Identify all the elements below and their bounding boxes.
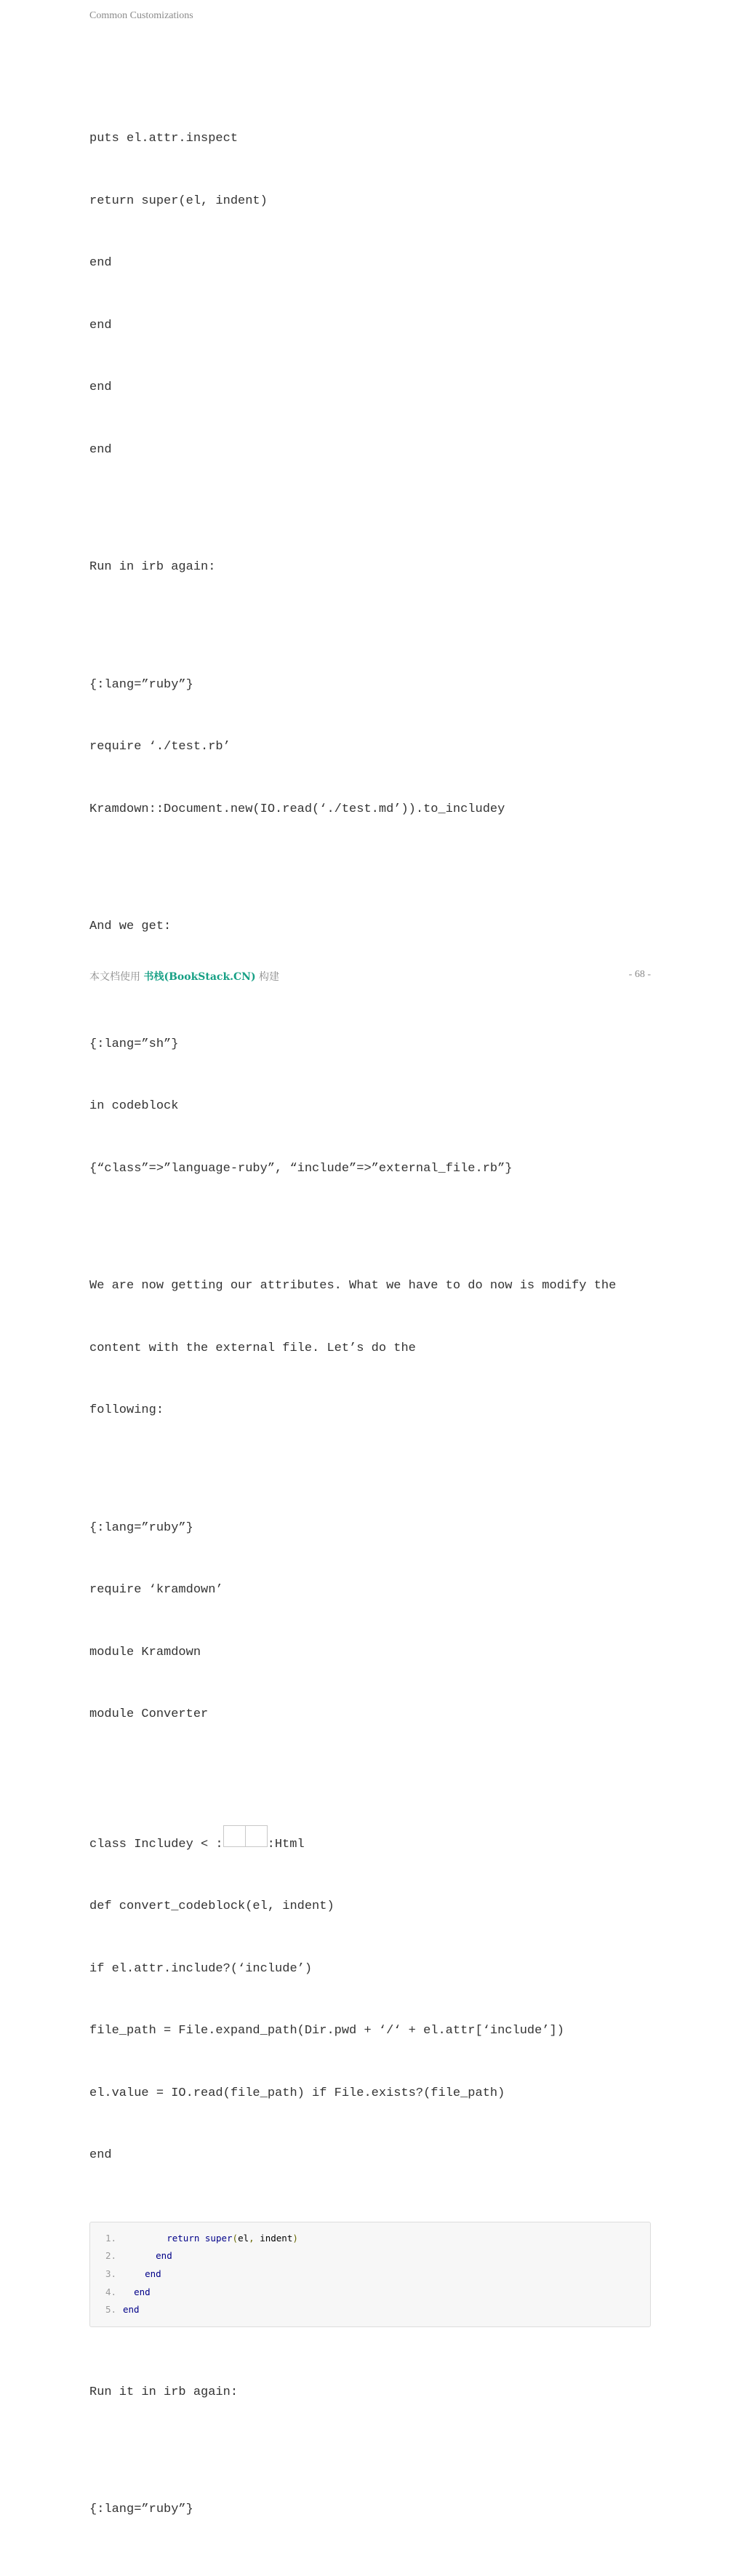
code-keyword: end	[156, 2250, 172, 2262]
line-number: 4.	[105, 2286, 116, 2297]
code-line	[90, 2247, 650, 2265]
code-keyword: end	[123, 2304, 140, 2316]
text-line: end	[89, 318, 112, 332]
text-line: {:lang=”ruby”}	[89, 677, 193, 692]
text-line: end	[89, 442, 112, 457]
document-content	[89, 87, 651, 2576]
class-suffix: :Html	[267, 1837, 305, 1851]
footer-credit	[89, 969, 279, 984]
line-number: 3.	[105, 2268, 116, 2279]
text-line: content with the external file. Let’s do the	[89, 1341, 416, 1355]
text-line: return super(el, indent)	[89, 194, 268, 208]
code-block	[89, 2222, 651, 2327]
code-indent	[123, 2233, 167, 2244]
code-line	[90, 2230, 650, 2248]
text-line: require ‘./test.rb’	[89, 740, 231, 754]
code-keyword: return	[167, 2232, 200, 2244]
text-line: We are now getting our attributes. What we have to do now is modify the	[89, 1279, 617, 1293]
page-header: Common Customizations	[89, 10, 193, 21]
text-line: Run it in irb again:	[89, 2385, 239, 2399]
code-text-paragraph	[89, 1781, 651, 2208]
text-line: {:lang=”sh”}	[89, 1037, 179, 1051]
text-line: require ‘kramdown’	[89, 1583, 223, 1597]
empty-table	[223, 1825, 268, 1847]
text-line: And we get:	[89, 920, 172, 933]
code-plain: el	[238, 2232, 249, 2244]
text-line: {“class”=>”language-ruby”, “include”=>”external_file.rb”}	[89, 1161, 513, 1176]
page-number: - 68 -	[628, 969, 651, 980]
line-number: 1.	[105, 2232, 116, 2244]
text-paragraph	[89, 1235, 651, 1463]
code-keyword: end	[145, 2268, 161, 2279]
code-line	[90, 2301, 650, 2319]
code-keyword: end	[134, 2286, 151, 2297]
text-paragraph	[89, 2341, 651, 2445]
code-punct: )	[292, 2232, 298, 2244]
code-punct: (	[232, 2232, 239, 2244]
code-line	[90, 2284, 650, 2302]
text-line: following:	[89, 1403, 164, 1417]
class-prefix: class Includey < :	[89, 1837, 223, 1851]
text-line: {:lang=”ruby”}	[89, 1520, 193, 1535]
line-number: 5.	[105, 2304, 116, 2316]
code-indent	[123, 2268, 145, 2279]
bookstack-link[interactable]: 书栈(BookStack.CN)	[143, 971, 256, 983]
text-line: module Converter	[89, 1707, 209, 1721]
code-text-paragraph	[89, 993, 651, 1221]
text-line: end	[89, 380, 112, 394]
text-line: file_path = File.expand_path(Dir.pwd + ‘/‘ + el.attr[‘include’])	[89, 2024, 564, 2038]
text-line: if el.attr.include?(‘include’)	[89, 1961, 313, 1976]
line-number: 2.	[105, 2250, 116, 2262]
text-line: {:lang=”ruby”}	[89, 2503, 193, 2517]
text-paragraph	[89, 875, 651, 979]
footer-prefix: 本文档使用	[89, 971, 144, 983]
code-line	[90, 2265, 650, 2284]
table-cell	[223, 1825, 245, 1846]
table-cell	[245, 1825, 267, 1846]
code-text-paragraph	[89, 87, 651, 502]
code-keyword: super	[204, 2232, 233, 2244]
text-line: Kramdown::Document.new(IO.read(‘./test.md’)).to_includey	[89, 802, 505, 816]
class-definition-line	[89, 1825, 651, 1856]
code-text-paragraph	[89, 634, 651, 862]
text-line: el.value = IO.read(file_path) if File.exists?(file_path)	[89, 2086, 505, 2100]
code-text-paragraph	[89, 1477, 651, 1767]
code-punct: ,	[249, 2232, 255, 2244]
text-line: in codeblock	[89, 1099, 179, 1113]
text-line: puts el.attr.inspect	[89, 132, 239, 145]
text-line: def convert_codeblock(el, indent)	[89, 1899, 335, 1913]
code-text-paragraph	[89, 2458, 651, 2562]
text-paragraph	[89, 516, 651, 620]
text-line: end	[89, 2148, 112, 2162]
code-plain: indent	[254, 2232, 293, 2244]
text-line: Run in irb again:	[89, 560, 216, 574]
code-indent	[123, 2250, 156, 2261]
code-indent	[123, 2286, 134, 2297]
text-line: end	[89, 256, 112, 270]
footer-suffix: 构建	[255, 971, 280, 983]
text-line: module Kramdown	[89, 1645, 201, 1659]
